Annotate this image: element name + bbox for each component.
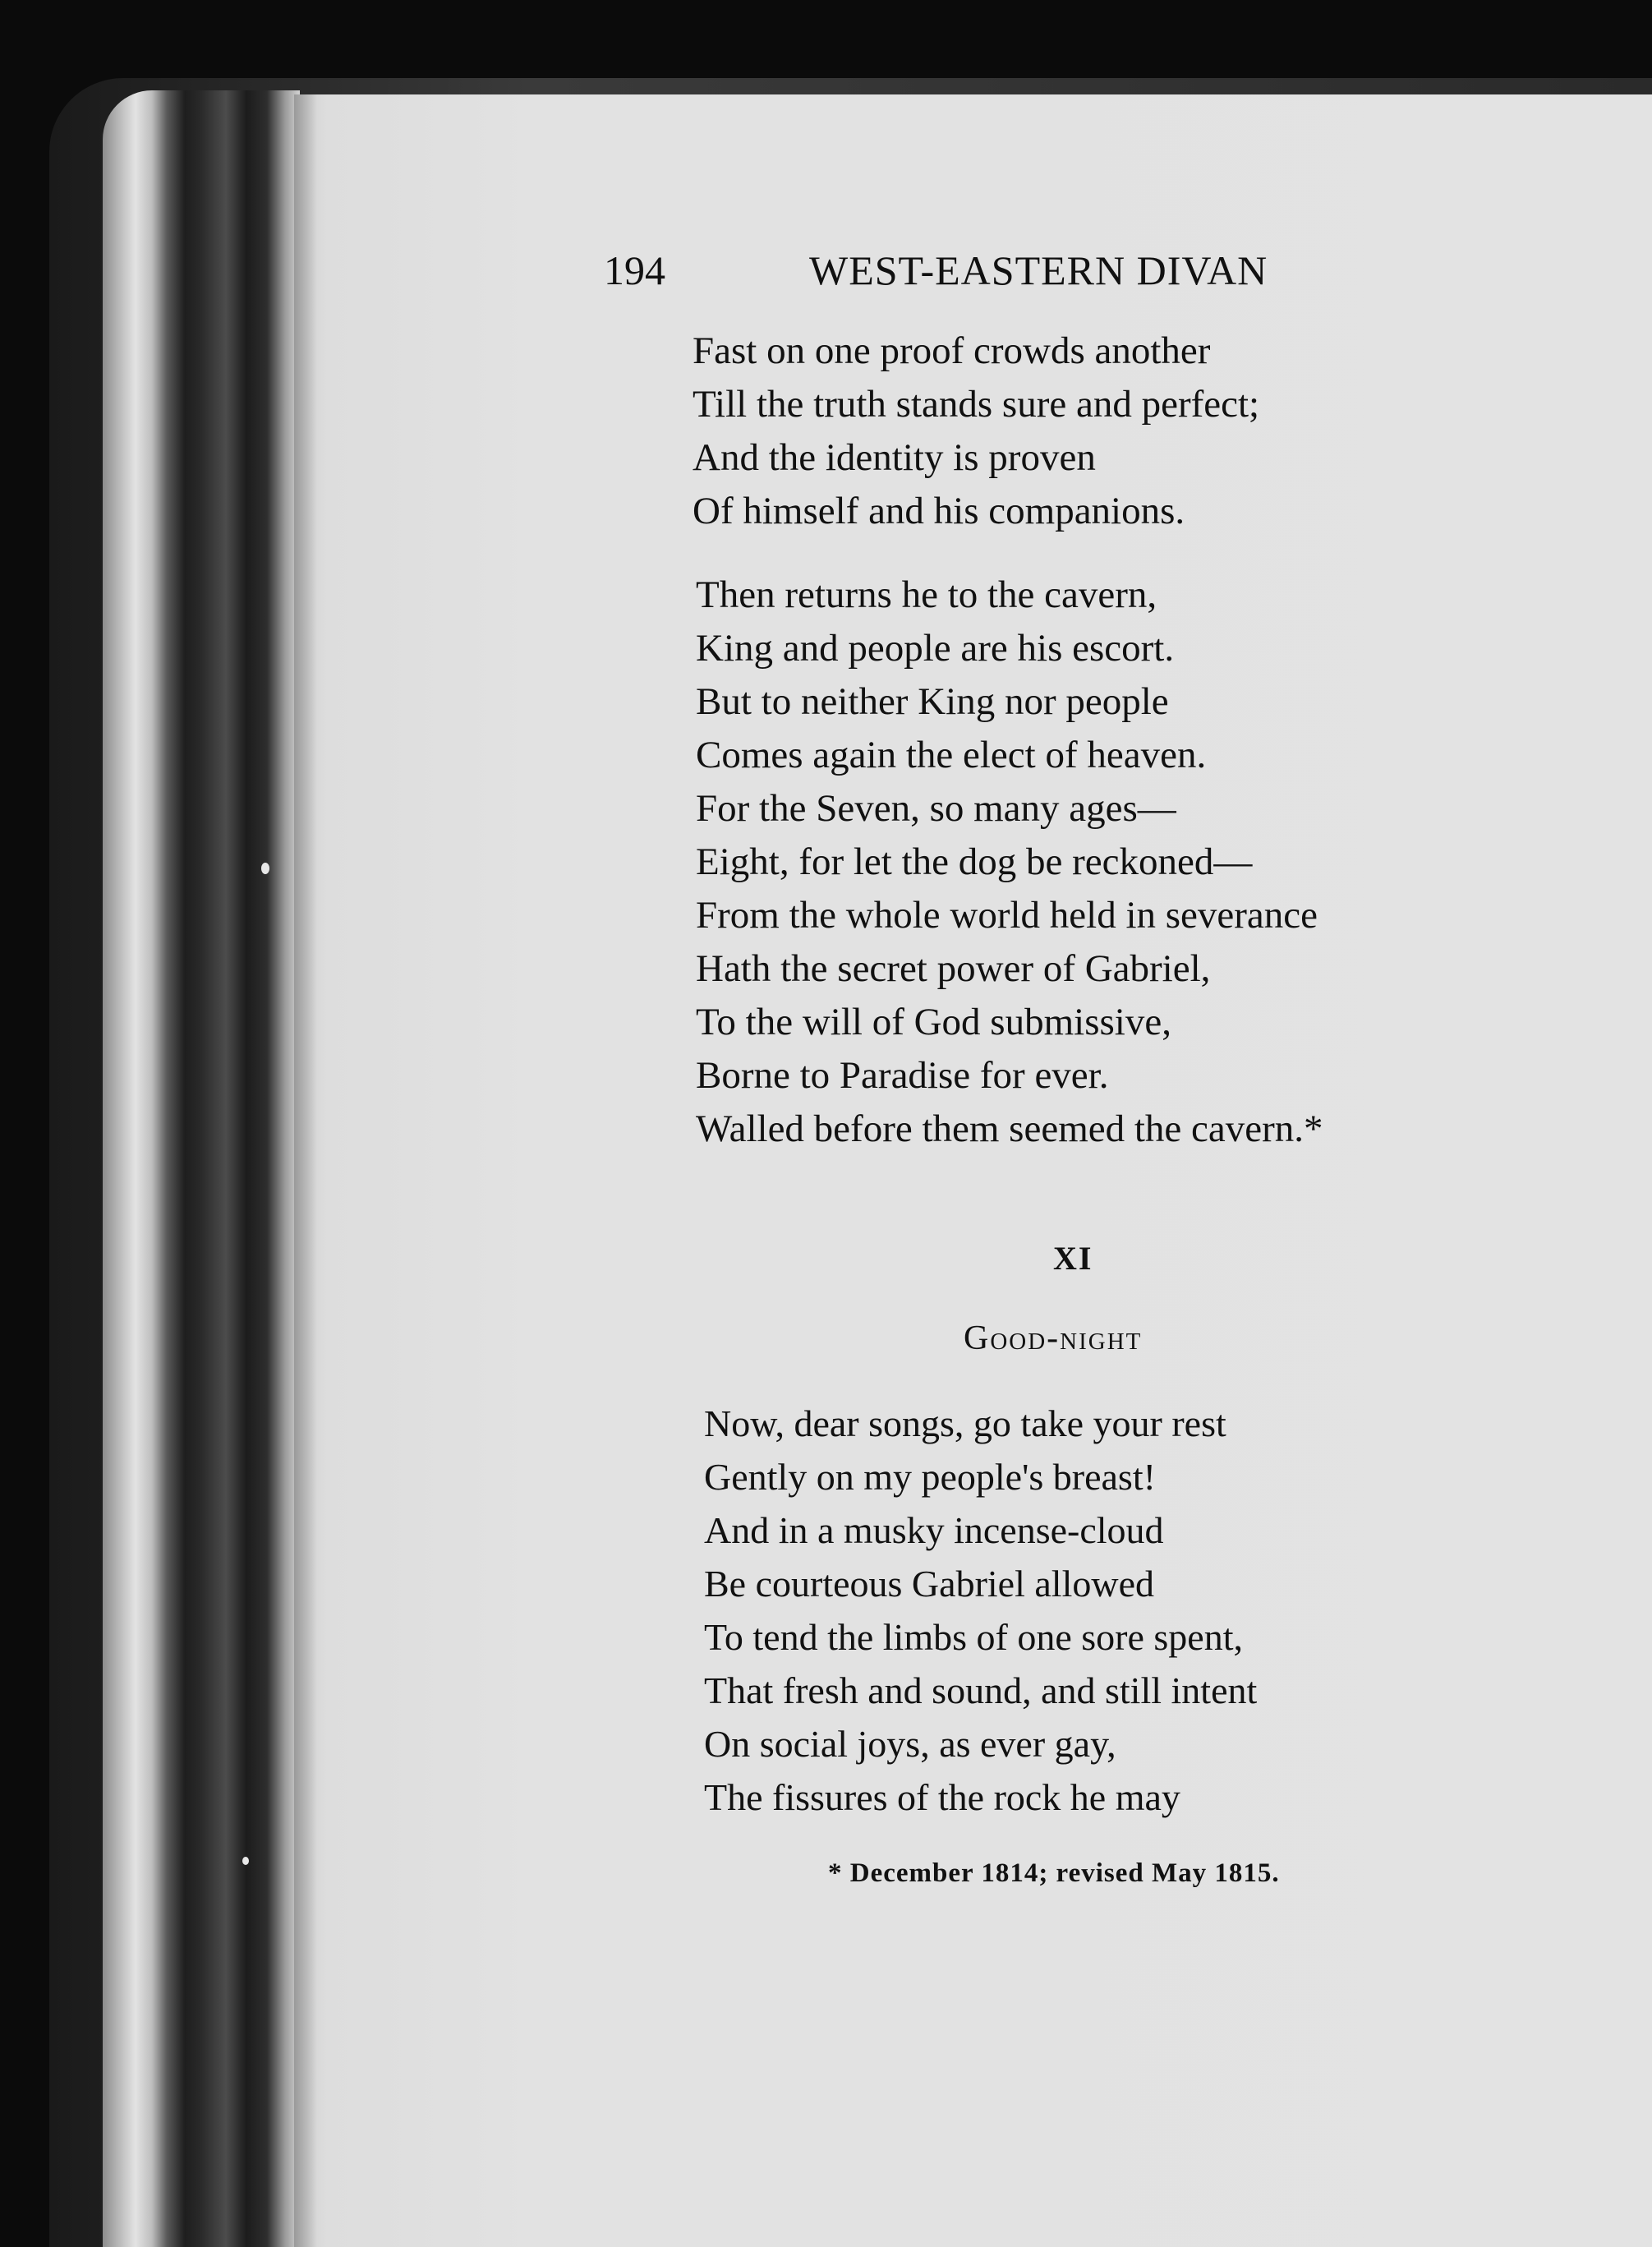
verse-line: King and people are his escort. (696, 627, 1175, 670)
verse-line: The fissures of the rock he may (704, 1776, 1180, 1818)
verse-line: Borne to Paradise for ever. (696, 1054, 1109, 1097)
footnote: * December 1814; revised May 1815. (828, 1858, 1280, 1888)
verse-line: And the identity is proven (693, 436, 1096, 479)
verse-line: Then returns he to the cavern, (696, 573, 1157, 616)
running-head: WEST-EASTERN DIVAN (809, 247, 1268, 293)
page-number: 194 (604, 247, 665, 293)
verse-line: Till the truth stands sure and perfect; (693, 383, 1260, 426)
verse-line: For the Seven, so many ages— (696, 787, 1176, 830)
verse-line: To the will of God submissive, (696, 1001, 1171, 1043)
verse-line: Fast on one proof crowds another (693, 329, 1211, 372)
verse-line: Now, dear songs, go take your rest (704, 1402, 1226, 1444)
poem-good-night (704, 1397, 1257, 1824)
verse-line: But to neither King nor people (696, 680, 1169, 723)
verse-line: Hath the secret power of Gabriel, (696, 947, 1211, 990)
verse-line: On social joys, as ever gay, (704, 1723, 1116, 1765)
verse-line: From the whole world held in severance (696, 894, 1318, 937)
verse-line: That fresh and sound, and still intent (704, 1669, 1258, 1711)
verse-line: To tend the limbs of one sore spent, (704, 1616, 1243, 1658)
page-edges (103, 90, 300, 2247)
verse-line: Walled before them seemed the cavern.* (696, 1107, 1323, 1150)
verse-line: Of himself and his companions. (693, 490, 1185, 532)
gutter-shadow (294, 94, 317, 2247)
section-number: XI (1053, 1240, 1093, 1277)
stanza-1 (693, 325, 1259, 538)
verse-line: Be courteous Gabriel allowed (704, 1563, 1154, 1605)
scan-speck (242, 1857, 249, 1865)
verse-line: Eight, for let the dog be reckoned— (696, 840, 1253, 883)
section-title: Good-night (964, 1319, 1143, 1357)
stanza-2 (696, 569, 1323, 1156)
verse-line: Gently on my people's breast! (704, 1456, 1156, 1498)
verse-line: Comes again the elect of heaven. (696, 734, 1207, 776)
verse-line: And in a musky incense-cloud (704, 1509, 1164, 1551)
scan-speck (261, 863, 269, 874)
